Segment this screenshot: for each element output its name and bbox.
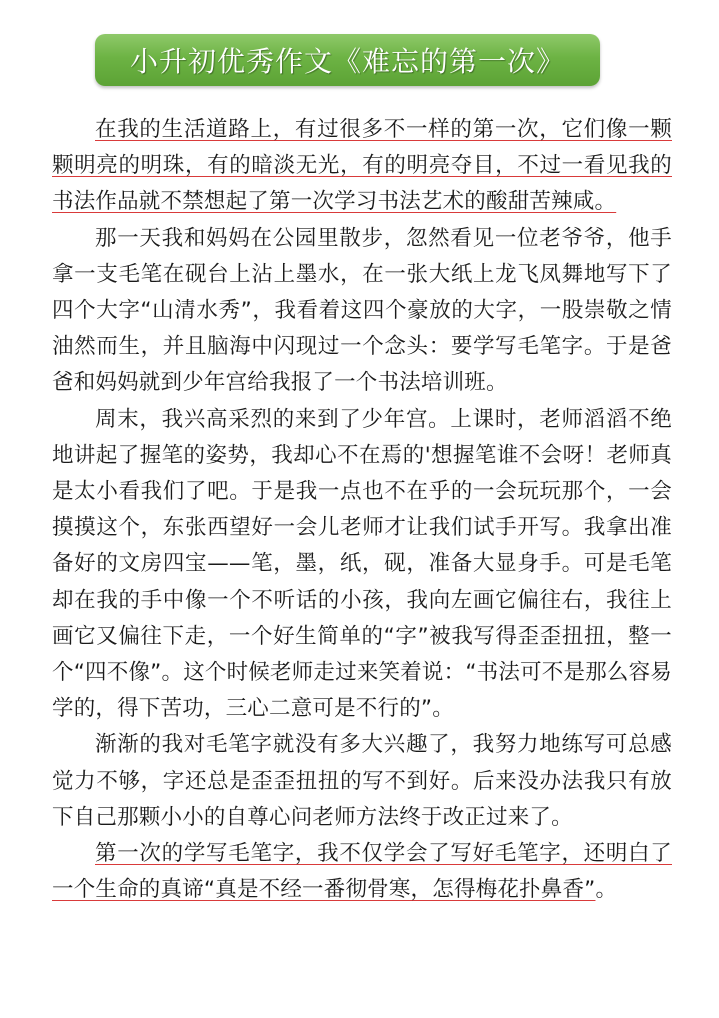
paragraph-text: 那一天我和妈妈在公园里散步，忽然看见一位老爷爷，他手拿一支毛笔在砚台上沾上墨水，在一张大纸上龙飞凤舞地写下了四个大字“山清水秀”，我看着这四个豪放的大字，一股崇敬之情油然而生，并且脑海中闪现过一个念头：要学写毛笔字。于是爸爸和妈妈就到少年宫给我报了一个书法培训班。 xyxy=(52,225,672,396)
paragraph-2 xyxy=(52,221,672,402)
paragraph-4 xyxy=(52,727,672,836)
paragraph-highlighted-text: 第一次的学写毛笔字，我不仅学会了写好毛笔字，还明白了一个生命的真谛“真是不经一番彻骨寒，怎得梅花扑鼻香” xyxy=(52,841,672,903)
paragraph-1 xyxy=(52,112,672,221)
paragraph-3 xyxy=(52,402,672,728)
paragraph-text: 渐渐的我对毛笔字就没有多大兴趣了，我努力地练写可总感觉力不够，字还总是歪歪扭扭的写不到好。后来没办法我只有放下自己那颗小小的自尊心问老师方法终于改正过来了。 xyxy=(52,732,672,830)
paragraph-5 xyxy=(52,836,672,908)
paragraph-highlighted-text: 在我的生活道路上，有过很多不一样的第一次，它们像一颗颗明亮的明珠，有的暗淡无光，有的明亮夺目，不过一看见我的书法作品就不禁想起了第一次学习书法艺术的酸甜苦辣咸。 xyxy=(52,117,672,215)
paragraph-text: 。 xyxy=(595,877,618,903)
paragraph-text: 周末，我兴高采烈的来到了少年宫。上课时，老师滔滔不绝地讲起了握笔的姿势，我却心不在焉的'想握笔谁不会呀！老师真是太小看我们了吧。于是我一点也不在乎的一会玩玩那个，一会摸摸这个，东张西望好一会儿老师才让我们试手开写。我拿出准备好的文房四宝——笔，墨，纸，砚，准备大显身手。可是毛笔却在我的手中像一个不听话的小孩，我向左画它偏往右，我往上画它又偏往下走，一个好生简单的“字”被我写得歪歪扭扭，整一个“四不像”。这个时候老师走过来笑着说：“书法可不是那么容易学的，得下苦功，三心二意可是不行的”。 xyxy=(52,406,672,722)
page-title: 小升初优秀作文《难忘的第一次》 xyxy=(129,45,565,78)
essay-body xyxy=(52,112,672,908)
title-banner xyxy=(95,34,600,86)
